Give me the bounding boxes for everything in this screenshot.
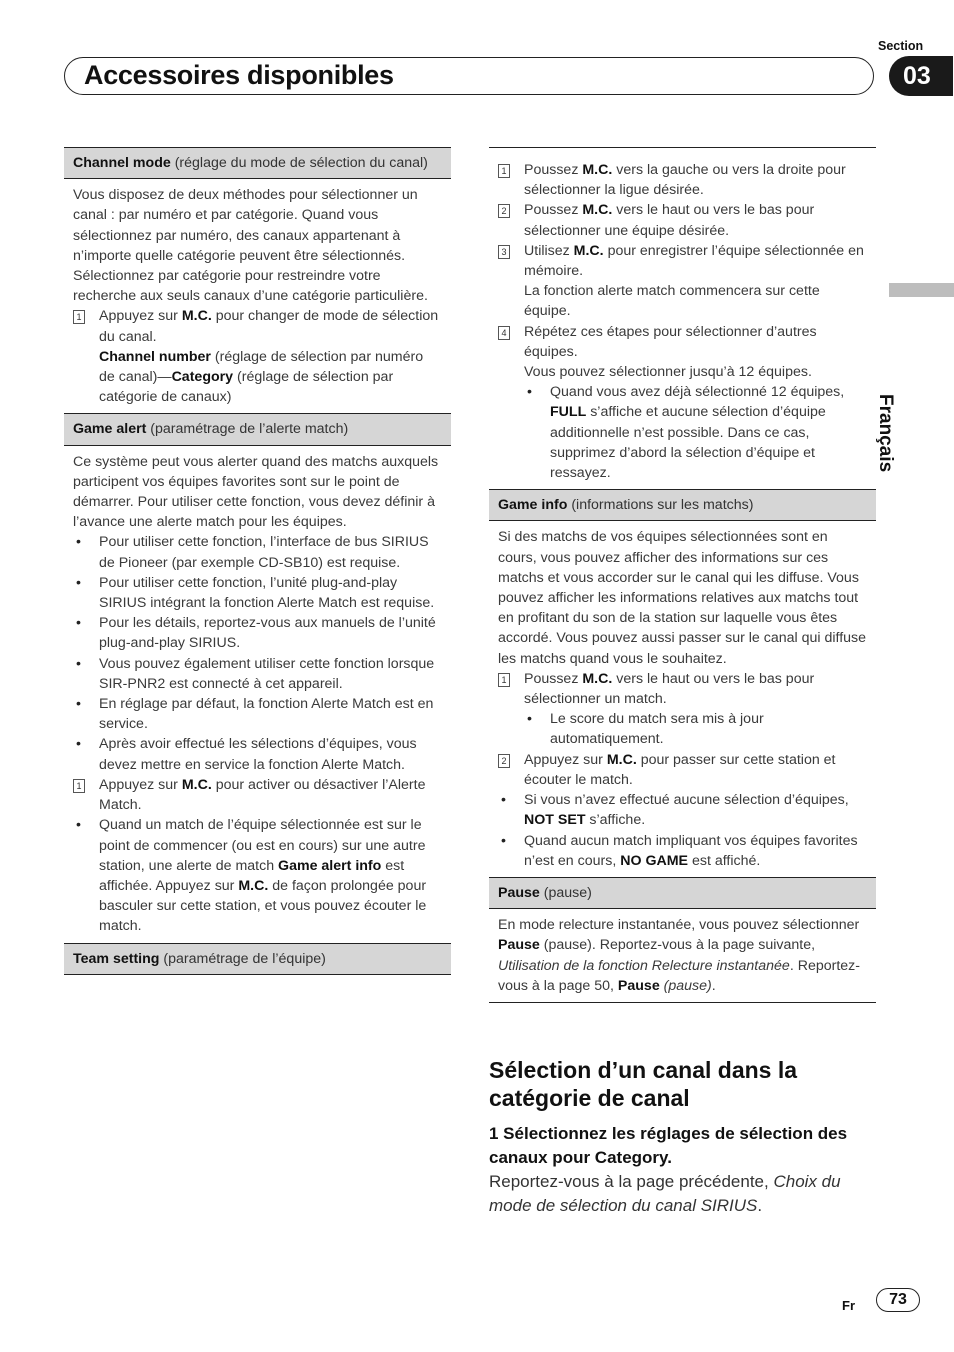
- pause-header: [489, 877, 876, 909]
- team-step-1: [498, 160, 867, 200]
- body-text: .: [711, 977, 716, 994]
- section-label: Section: [878, 39, 924, 53]
- game-alert-note-bullet: [73, 815, 442, 936]
- game-alert-term: Game alert: [73, 421, 147, 438]
- body-text: . Reportez-vous à la page 50,: [498, 957, 860, 994]
- option-desc: (réglage de sélection par catégorie de canaux): [99, 369, 394, 406]
- option-term: Channel number: [99, 348, 211, 365]
- footer-language: Fr: [842, 1298, 855, 1313]
- step-key: M.C.: [181, 776, 212, 793]
- step-text: Répétez ces étapes pour sélectionner d’autres équipes.: [524, 323, 817, 360]
- game-info-bullet: [498, 831, 867, 871]
- step-text: vers la gauche ou vers la droite pour sélectionner la ligue désirée.: [524, 162, 846, 199]
- game-info-bullet: [498, 790, 867, 830]
- note-text: Si vous n’avez effectué aucune sélection d’équipes,: [524, 792, 849, 809]
- game-info-step-1-bullet: • Le score du match sera mis à jour automatiquement.: [498, 709, 867, 749]
- note-term: NO GAME: [620, 852, 689, 869]
- language-tab-bar: [889, 283, 954, 297]
- note-term: FULL: [550, 404, 587, 421]
- game-info-header: [489, 489, 876, 521]
- team-setting-header: [64, 943, 451, 975]
- team-setting-steps: [489, 147, 876, 489]
- page-title: Accessoires disponibles: [84, 60, 394, 90]
- note-text: s’affiche et aucune sélection d’équipe additionnelle n’est possible. Dans ce cas, supprimez d’abord la sélection d’équipe et ressayez.: [550, 404, 826, 482]
- step-text: vers le haut ou vers le bas pour sélectionner un match.: [524, 670, 815, 708]
- note-text: de façon prolongée pour basculer sur cette station, et vous pouvez écouter le match.: [99, 877, 427, 935]
- team-step-3-note: La fonction alerte match commencera sur cette équipe.: [524, 283, 820, 320]
- step-text: Appuyez sur: [524, 751, 607, 768]
- right-column: [489, 147, 876, 1003]
- step-number: 2: [498, 204, 510, 218]
- pause-section: [489, 909, 876, 1003]
- game-alert-section: [64, 446, 451, 943]
- step-text: Utilisez: [524, 242, 574, 259]
- game-info-term: Game info: [498, 497, 568, 514]
- note-text: Quand vous avez déjà sélectionné 12 équipes,: [550, 384, 845, 401]
- game-info-step-1: [498, 669, 867, 709]
- game-info-body: Si des matchs de vos équipes sélectionnées sont en cours, vous pouvez afficher des informations sur ces matchs et vous accorder sur le canal qui les diffuse. Vous pouvez afficher les informations relatives aux matchs tout en profitant du son de la station sur laquelle vous êtes accordé. Vous pouvez aussi passer sur le canal qui diffuse les matchs quand vous le souhaitez.: [498, 529, 867, 667]
- note-text: Quand aucun match impliquant vos équipes favorites n’est en cours,: [524, 832, 858, 869]
- step-number: 1: [498, 673, 510, 687]
- game-alert-desc: (paramétrage de l’alerte match): [146, 421, 349, 438]
- game-alert-header: [64, 413, 451, 445]
- game-alert-bullet: • Pour utiliser cette fonction, l’interface de bus SIRIUS de Pioneer (par exemple CD-SB10) est requise.: [73, 532, 442, 572]
- team-step-4: [498, 322, 867, 362]
- step-text: Poussez: [524, 162, 583, 178]
- page-number: 73: [876, 1288, 920, 1312]
- language-tab-label: Français: [875, 394, 896, 473]
- note-term: Game alert info: [278, 857, 382, 874]
- cross-reference: (pause): [659, 977, 712, 994]
- step-text: pour activer ou désactiver l’Alerte Match.: [99, 776, 426, 814]
- channel-mode-term: Channel mode: [73, 155, 171, 171]
- cross-reference: Utilisation de la fonction Relecture instantanée: [498, 957, 790, 974]
- team-step-4-note: Vous pouvez sélectionner jusqu’à 12 équipes.: [524, 364, 812, 381]
- body-term: Pause: [498, 937, 540, 954]
- step-key: M.C.: [582, 670, 613, 687]
- channel-mode-desc: (réglage du mode de sélection du canal): [170, 155, 428, 171]
- body-text: Reportez-vous à la page précédente,: [489, 1172, 774, 1191]
- step-key: M.C.: [573, 242, 604, 259]
- team-step-4-bullet: [498, 382, 867, 483]
- body-text: (pause). Reportez-vous à la page suivante,: [539, 937, 816, 954]
- selection-step-1: 1 Sélectionnez les réglages de sélection des canaux pour Category.: [489, 1124, 848, 1167]
- team-setting-term: Team setting: [73, 950, 160, 967]
- body-term: Pause: [617, 977, 660, 994]
- note-text: s’affiche.: [585, 812, 646, 829]
- step-text: Appuyez sur: [99, 776, 182, 793]
- game-alert-bullet: • Vous pouvez également utiliser cette fonction lorsque SIR-PNR2 est connecté à cet appareil.: [73, 654, 442, 694]
- body-text: .: [757, 1196, 763, 1215]
- game-alert-bullet: • Pour utiliser cette fonction, l’unité plug-and-play SIRIUS intégrant la fonction Alerte Match est requise.: [73, 573, 442, 613]
- step-key: M.C.: [181, 308, 212, 325]
- note-key: M.C.: [238, 877, 269, 894]
- channel-mode-section: [64, 179, 451, 413]
- game-alert-bullet: • Pour les détails, reportez-vous aux manuels de l’unité plug-and-play SIRIUS.: [73, 613, 442, 653]
- game-alert-bullet: • Après avoir effectué les sélections d’équipes, vous devez mettre en service la fonction Alerte Match.: [73, 734, 442, 774]
- step-text: vers le haut ou vers le bas pour sélectionner une équipe désirée.: [524, 202, 815, 239]
- step-number: 1: [73, 310, 85, 324]
- team-step-3: [498, 241, 867, 281]
- cross-reference: Choix du mode de sélection du canal SIRIUS: [489, 1172, 841, 1215]
- note-text: est affichée. Appuyez sur: [99, 857, 405, 894]
- step-number: 4: [498, 326, 510, 340]
- body-text: En mode relecture instantanée, vous pouvez sélectionner: [498, 917, 860, 934]
- step-text: Poussez: [524, 670, 583, 687]
- step-number: 2: [498, 754, 510, 768]
- left-column: [64, 147, 451, 975]
- game-info-step-2: [498, 750, 867, 790]
- section-number-badge: 03: [889, 56, 953, 96]
- game-info-section: [489, 521, 876, 876]
- game-alert-bullet: • En réglage par défaut, la fonction Alerte Match est en service.: [73, 694, 442, 734]
- game-alert-step-1: [73, 775, 442, 815]
- step-key: M.C.: [582, 202, 613, 219]
- channel-mode-body: Vous disposez de deux méthodes pour sélectionner un canal : par numéro et par catégorie. Quand vous sélectionnez par numéro, des canaux appartenant à n’importe quelle catégorie peuvent être sélectionnés. Sélectionnez par catégorie pour restreindre votre recherche aux seuls canaux d’une catégorie particulière.: [73, 187, 428, 305]
- option-term: Category: [171, 369, 234, 386]
- selection-heading: Sélection d’un canal dans la catégorie de canal: [489, 1057, 798, 1111]
- step-text: Poussez: [524, 202, 583, 219]
- note-text: Quand un match de l’équipe sélectionnée est sur le point de commencer (ou est en cours) sur une autre station, une alerte de match: [99, 817, 426, 874]
- channel-mode-options: [73, 347, 442, 408]
- step-text: pour changer de mode de sélection du canal.: [99, 308, 439, 345]
- step-number: 3: [498, 245, 510, 259]
- step-number: 1: [498, 164, 510, 178]
- pause-desc: (pause): [539, 884, 592, 901]
- pause-body: [498, 915, 867, 996]
- team-step-2: [498, 200, 867, 240]
- step-text: Appuyez sur: [99, 308, 182, 325]
- note-term: NOT SET: [524, 812, 586, 829]
- step-key: M.C.: [606, 751, 637, 768]
- step-text: pour passer sur cette station et écouter le match.: [524, 751, 836, 788]
- option-desc: (réglage de sélection par numéro de canal)—: [99, 348, 424, 386]
- game-alert-body: Ce système peut vous alerter quand des matchs auxquels participent vos équipes favorites sont sur le point de démarrer. Pour utiliser cette fonction, vous devez définir à l’avance une alerte match pour les équipes.: [73, 453, 439, 531]
- game-info-desc: (informations sur les matchs): [567, 497, 754, 514]
- step-text: pour enregistrer l’équipe sélectionnée en mémoire.: [524, 242, 864, 280]
- team-setting-desc: (paramétrage de l’équipe): [159, 950, 326, 967]
- step-key: M.C.: [582, 162, 613, 178]
- channel-mode-header: [64, 147, 451, 179]
- channel-mode-step-1: [73, 306, 442, 346]
- pause-term: Pause: [498, 884, 540, 901]
- selection-step-1-body: [489, 1170, 876, 1218]
- note-text: est affiché.: [688, 852, 761, 869]
- step-number: 1: [73, 779, 85, 793]
